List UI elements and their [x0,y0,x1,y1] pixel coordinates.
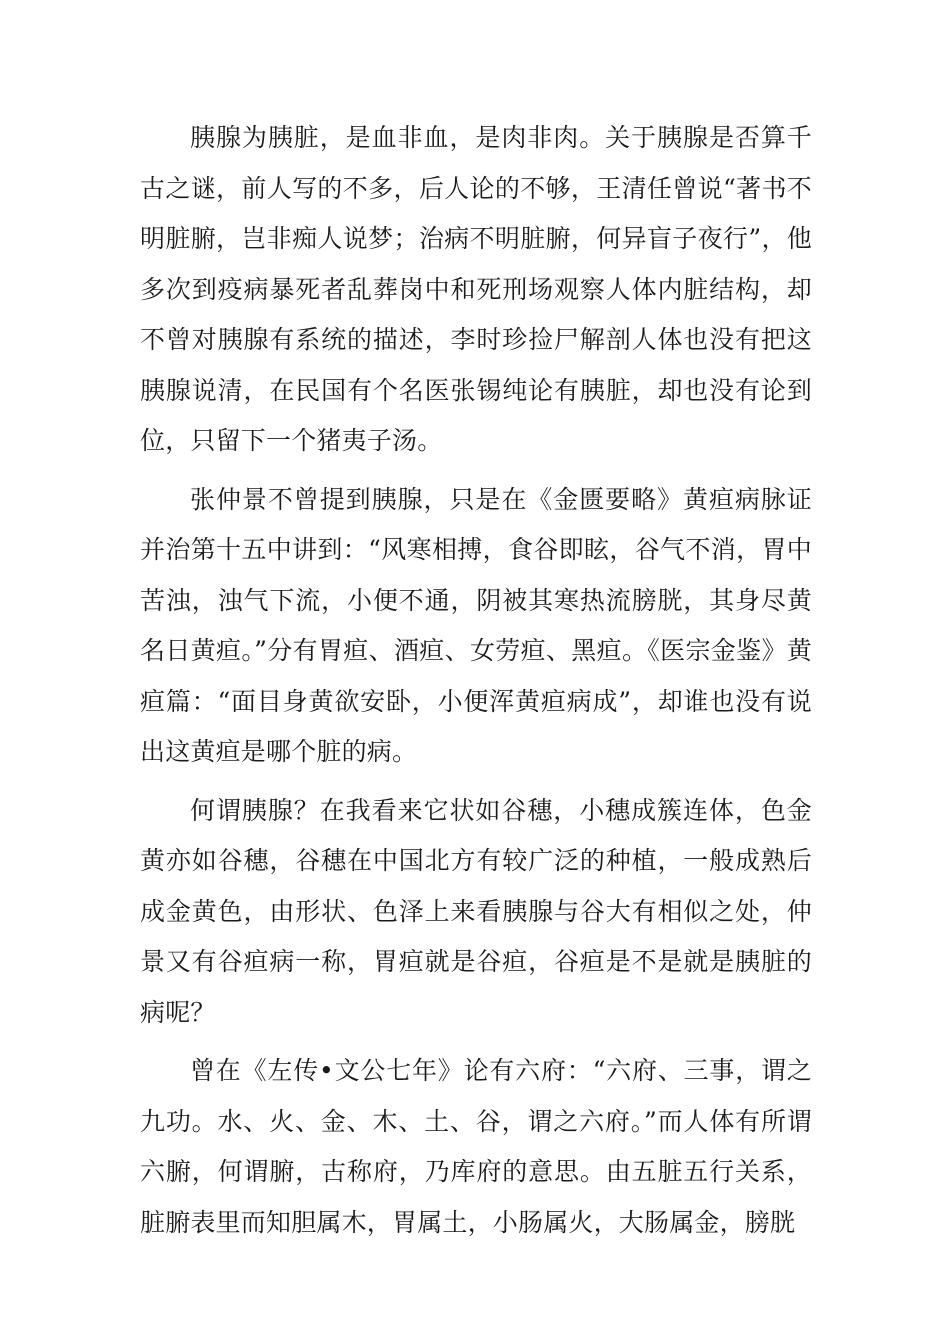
paragraph-1: 胰腺为胰脏，是血非血，是肉非肉。关于胰腺是否算千古之谜，前人写的不多，后人论的不够，王清任曾说“著书不明脏腑，岂非痴人说梦；治病不明脏腑，何异盲子夜行”，他多次到疫病暴死者乱葬岗中和死刑场观察人体内脏结构，却不曾对胰腺有系统的描述，李时珍捡尸解剖人体也没有把这胰腺说清，在民国有个名医张锡纯论有胰脏，却也没有论到位，只留下一个猪夷子汤。 [140,123,812,455]
paragraph-4: 曾在《左传•文公七年》论有六府：“六府、三事，谓之九功。水、火、金、木、土、谷，谓之六府。”而人体有所谓六腑，何谓腑，古称府，乃库府的意思。由五脏五行关系，脏腑表里而知胆属木，胃属土，小肠属火，大肠属金，膀胱 [140,1056,812,1237]
body-text [140,113,812,1248]
paragraph-3: 何谓胰腺？在我看来它状如谷穗，小穗成簇连体，色金黄亦如谷穗，谷穗在中国北方有较广泛的种植，一般成熟后成金黄色，由形状、色泽上来看胰腺与谷大有相似之处，仲景又有谷疸病一称，胃疸就是谷疸，谷疸是不是就是胰脏的病呢？ [140,795,812,1027]
paragraph-2: 张仲景不曾提到胰腺，只是在《金匮要略》黄疸病脉证并治第十五中讲到：“风寒相搏，食谷即眩，谷气不消，胃中苦浊，浊气下流，小便不通，阴被其寒热流膀胱，其身尽黄名日黄疸。”分有胃疸、酒疸、女劳疸、黑疸。《医宗金鉴》黄疸篇：“面目身黄欲安卧，小便浑黄疸病成”，却谁也没有说出这黄疸是哪个脏的病。 [140,484,812,766]
